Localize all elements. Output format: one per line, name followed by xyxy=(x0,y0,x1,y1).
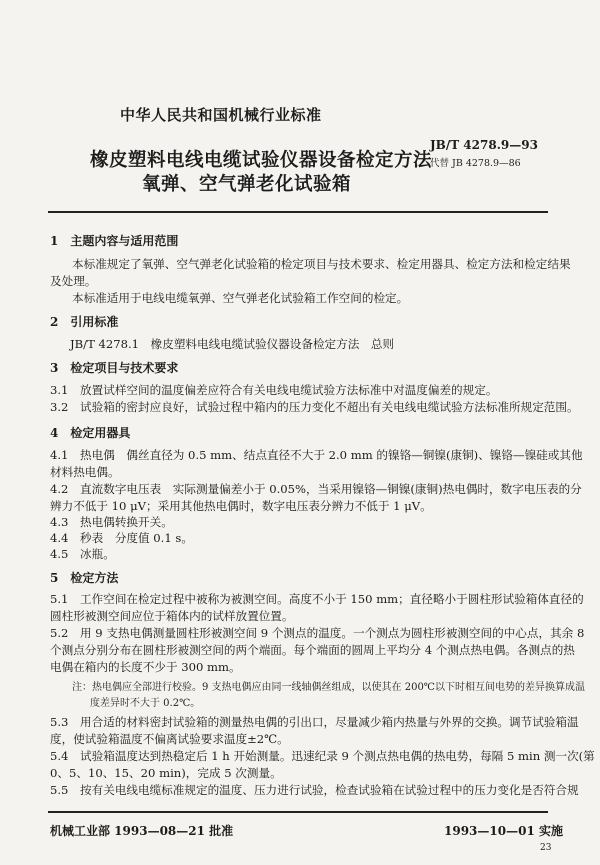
clause-5-2-cont: 电偶在箱内的长度不少于 300 mm。 xyxy=(50,660,241,674)
clause-4-5: 4.5 冰瓶。 xyxy=(50,547,115,561)
footer-rule xyxy=(48,811,548,813)
clause-5-2-cont: 个测点分别分布在圆柱形被测空间的两个端面。每个端面的圆周上平均分 4 个测点热电偶。各测点的热 xyxy=(50,643,575,657)
reference-standard: JB/T 4278.1 橡皮塑料电线电缆试验仪器设备检定方法 总则 xyxy=(70,337,395,351)
note-cont: 度差异时不大于 0.2℃。 xyxy=(90,698,201,709)
clause-5-5: 5.5 按有关电线电缆标准规定的温度、压力进行试验，检查试验箱在试验过程中的压力变化是否符合规 xyxy=(50,783,579,797)
note: 注：热电偶应全部进行校验。9 支热电偶应由同一线轴偶丝组成，以使其在 200℃以下时相互间电势的差异换算成温 xyxy=(72,682,585,693)
clause-3-2: 3.2 试验箱的密封应良好，试验过程中箱内的压力变化不超出有关电线电缆试验方法标准所规定范围。 xyxy=(50,400,579,414)
paragraph-line: 及处理。 xyxy=(50,274,97,288)
paragraph-line: 本标准适用于电线电缆氧弹、空气弹老化试验箱工作空间的检定。 xyxy=(72,291,409,305)
clause-4-4: 4.4 秒表 分度值 0.1 s。 xyxy=(50,531,193,545)
clause-4-3: 4.3 热电偶转换开关。 xyxy=(50,515,173,529)
clause-5-4: 5.4 试验箱温度达到热稳定后 1 h 开始测量。迅速纪录 9 个测点热电偶的热电势，每隔 5 min 测一次(第 xyxy=(50,749,595,763)
clause-5-4-cont: 0、5、10、15、20 min)，完成 5 次测量。 xyxy=(50,766,282,780)
clause-4-2: 4.2 直流数字电压表 实际测量偏差小于 0.05%，当采用镍铬—铜镍(康铜)热电偶时，数字电压表的分 xyxy=(50,482,582,496)
clause-5-2: 5.2 用 9 支热电偶测量圆柱形被测空间 9 个测点的温度。一个测点为圆柱形被测空间的中心点，其余 8 xyxy=(50,626,585,640)
header-rule xyxy=(48,211,548,213)
clause-3-1: 3.1 放置试样空间的温度偏差应符合有关电线电缆试验方法标准中对温度偏差的规定。 xyxy=(50,383,498,397)
clause-5-3: 5.3 用合适的材料密封试验箱的测量热电偶的引出口，尽量减少箱内热量与外界的交换。调节试验箱温 xyxy=(50,715,579,729)
clause-4-1-cont: 材料热电偶。 xyxy=(50,465,120,479)
section-4-heading: 4 检定用器具 xyxy=(50,426,131,440)
page-number: 23 xyxy=(540,843,552,853)
approval-info: 机械工业部 1993—08—21 批准 xyxy=(50,824,234,838)
clause-5-1-cont: 圆柱形被测空间应位于箱体内的试样放置位置。 xyxy=(50,609,294,623)
section-5-heading: 5 检定方法 xyxy=(50,571,119,585)
implementation-date: 1993—10—01 实施 xyxy=(444,824,563,838)
paragraph-line: 本标准规定了氧弹、空气弹老化试验箱的检定项目与技术要求、检定用器具、检定方法和检定结果 xyxy=(72,257,571,271)
section-1-heading: 1 主题内容与适用范围 xyxy=(50,234,179,248)
clause-5-3-cont: 度，使试验箱温度不偏离试验要求温度±2℃。 xyxy=(50,732,289,746)
standard-code: JB/T 4278.9—93 xyxy=(430,138,538,152)
replaces-standard: 代替 JB 4278.9—86 xyxy=(430,158,521,169)
document-title-line1: 橡皮塑料电线电缆试验仪器设备检定方法 xyxy=(90,150,433,171)
clause-5-1: 5.1 工作空间在检定过程中被称为被测空间。高度不小于 150 mm；直径略小于圆柱形试验箱体直径的 xyxy=(50,592,584,606)
clause-4-2-cont: 辨力不低于 10 μV；采用其他热电偶时，数字电压表分辨力不低于 1 μV。 xyxy=(50,499,432,513)
section-3-heading: 3 检定项目与技术要求 xyxy=(50,361,179,375)
document-title-line2: 氧弹、空气弹老化试验箱 xyxy=(142,174,352,195)
clause-4-1: 4.1 热电偶 偶丝直径为 0.5 mm、结点直径不大于 2.0 mm 的镍铬—铜镍(康铜)、镍铬—镍硅或其他 xyxy=(50,448,583,462)
section-2-heading: 2 引用标准 xyxy=(50,315,119,329)
standard-organization: 中华人民共和国机械行业标准 xyxy=(120,106,322,124)
